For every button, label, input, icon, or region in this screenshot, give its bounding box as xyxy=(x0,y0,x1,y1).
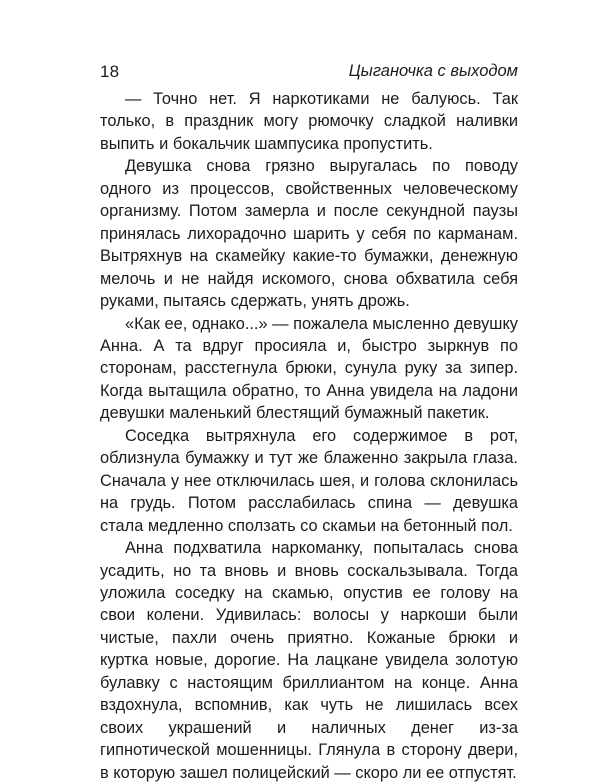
page-number: 18 xyxy=(100,62,120,81)
paragraph: — Точно нет. Я наркотиками не балуюсь. Так только, в праздник могу рюмочку сладкой наливки выпить и бокальчик шампусика пропустить. xyxy=(100,90,518,153)
paragraph: «Как ее, однако...» — пожалела мысленно девушку Анна. А та вдруг просияла и, быстро зыркнув по сторонам, расстегнула брюки, сунула руку за зипер. Когда вытащила обратно, то Анна увидела на ладони девушки маленький блестящий бумажный пакетик. xyxy=(100,314,518,423)
paragraph: Соседка вытряхнула его содержимое в рот, облизнула бумажку и тут же блаженно закрыла глаза. Сначала у нее отключилась шея, и голова склонилась на грудь. Потом расслабилась спина — девушка стала медленно сползать со скамьи на бетонный пол. xyxy=(100,426,518,535)
paragraph: Девушка снова грязно выругалась по поводу одного из процессов, свойственных человеческому организму. Потом замерла и после секундной паузы принялась лихорадочно шарить у себя по карманам. Вытряхнув на скамейку какие-то бумажки, денежную мелочь и не найдя искомого, снова обхватила себя руками, пытаясь сдержать, унять дрожь. xyxy=(100,157,518,311)
paragraph: Анна подхватила наркоманку, попыталась снова усадить, но та вновь и вновь соскальзывала. Тогда уложила соседку на скамью, опустив ее голову на свои колени. Удивилась: волосы у наркоши были чистые, пахли очень приятно. Кожаные брюки и куртка новые, дорогие. На лацкане увидела золотую булавку с настоящим бриллиантом на конце. Анна вздохнула, вспомнив, как чуть не лишилась всех своих украшений и наличных денег из-за гипнотической мошенницы. Глянула в сторону двери, в которую зашел полицейский — скоро ли ее отпустят. xyxy=(100,539,518,782)
body-text xyxy=(100,88,518,784)
running-title: Цыганочка с выходом xyxy=(348,62,518,80)
page-header xyxy=(100,62,518,86)
